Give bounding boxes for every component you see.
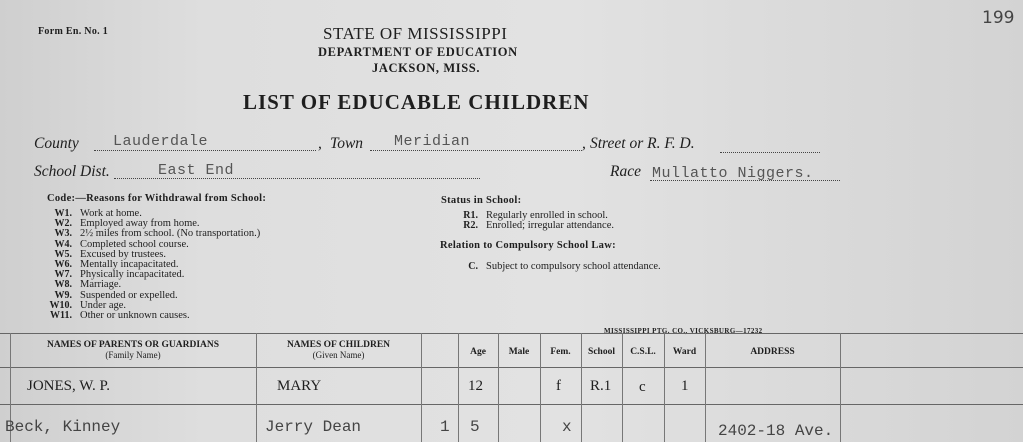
withdrawal-item: W4. Completed school course. bbox=[54, 238, 189, 250]
withdrawal-item: W5. Excused by trustees. bbox=[54, 248, 167, 260]
department-header: DEPARTMENT OF EDUCATION bbox=[318, 45, 518, 59]
row2-parent: Beck, Kinney bbox=[5, 418, 121, 436]
header-fem: Fem. bbox=[550, 347, 571, 357]
withdrawal-item: W8. Marriage. bbox=[54, 279, 122, 291]
col-divider bbox=[421, 333, 422, 442]
header-ward: Ward bbox=[672, 347, 697, 357]
withdrawal-item: W11. Other or unknown causes. bbox=[50, 310, 190, 322]
relation-item: C. Subject to compulsory school attendance. bbox=[468, 261, 661, 272]
withdrawal-item: W1. Work at home. bbox=[54, 208, 142, 219]
withdrawal-heading: Code:—Reasons for Withdrawal from School: bbox=[47, 193, 267, 204]
form-title: LIST OF EDUCABLE CHILDREN bbox=[243, 90, 590, 114]
table-row-rule bbox=[0, 404, 1023, 405]
header-children: NAMES OF CHILDREN (Given Name) bbox=[286, 340, 391, 360]
status-heading: Status in School: bbox=[441, 195, 522, 206]
county-value: Lauderdale bbox=[113, 133, 209, 150]
row2-num: 1 bbox=[440, 418, 450, 436]
printer-imprint: MISSISSIPPI PTG. CO., VICKSBURG—17232 bbox=[604, 327, 763, 335]
form-number: Form En. No. 1 bbox=[38, 26, 109, 37]
withdrawal-item: W3. 2½ miles from school. (No transportation.) bbox=[54, 228, 261, 240]
row2-address: 2402-18 Ave. bbox=[718, 422, 834, 440]
row1-fem: f bbox=[556, 378, 561, 394]
withdrawal-list bbox=[42, 209, 260, 321]
status-item: R2. Enrolled; irregular attendance. bbox=[463, 220, 614, 232]
county-line bbox=[94, 150, 316, 151]
town-line bbox=[370, 150, 582, 151]
withdrawal-item: W7. Physically incapacitated. bbox=[54, 269, 185, 281]
table-top-rule bbox=[0, 333, 1023, 334]
header-address: ADDRESS bbox=[750, 347, 795, 357]
withdrawal-item: W2. Employed away from home. bbox=[54, 218, 200, 230]
street-label: Street or R. F. D. bbox=[590, 135, 695, 152]
withdrawal-item: W9. Suspended or expelled. bbox=[54, 289, 178, 301]
race-label: Race bbox=[610, 163, 641, 180]
state-header: STATE OF MISSISSIPPI bbox=[323, 24, 508, 43]
header-parents: NAMES OF PARENTS OR GUARDIANS (Family Name) bbox=[46, 340, 220, 360]
row1-age: 12 bbox=[468, 378, 483, 394]
race-value: Mullatto Niggers. bbox=[652, 165, 814, 182]
relation-heading: Relation to Compulsory School Law: bbox=[440, 240, 616, 251]
row1-parent: JONES, W. P. bbox=[27, 378, 110, 394]
row2-age: 5 bbox=[470, 418, 480, 436]
row1-child: MARY bbox=[277, 378, 322, 394]
city-header: JACKSON, MISS. bbox=[372, 61, 481, 75]
withdrawal-item: W6. Mentally incapacitated. bbox=[54, 259, 179, 271]
street-comma: , bbox=[582, 135, 586, 152]
town-comma: , bbox=[318, 135, 322, 152]
header-male: Male bbox=[508, 347, 530, 357]
school-dist-label: School Dist. bbox=[34, 163, 110, 180]
status-list bbox=[448, 211, 614, 231]
table-header-rule bbox=[0, 367, 1023, 368]
row1-ward: 1 bbox=[681, 378, 689, 394]
row1-school: R.1 bbox=[590, 378, 612, 394]
header-school: School bbox=[588, 347, 615, 357]
town-value: Meridian bbox=[394, 133, 471, 150]
row1-csl: c bbox=[639, 379, 646, 395]
withdrawal-item: W10. Under age. bbox=[49, 299, 127, 311]
status-item: R1. Regularly enrolled in school. bbox=[463, 210, 608, 221]
school-dist-value: East End bbox=[158, 162, 235, 179]
street-line bbox=[720, 152, 820, 153]
page-number: 199 bbox=[982, 8, 1015, 28]
county-label: County bbox=[34, 135, 79, 152]
header-csl: C.S.L. bbox=[630, 347, 656, 357]
header-age: Age bbox=[470, 347, 486, 357]
relation-list bbox=[448, 262, 661, 272]
town-label: Town bbox=[330, 135, 364, 152]
col-divider bbox=[840, 333, 841, 442]
row2-fem: x bbox=[562, 418, 572, 436]
row2-child: Jerry Dean bbox=[265, 418, 362, 436]
